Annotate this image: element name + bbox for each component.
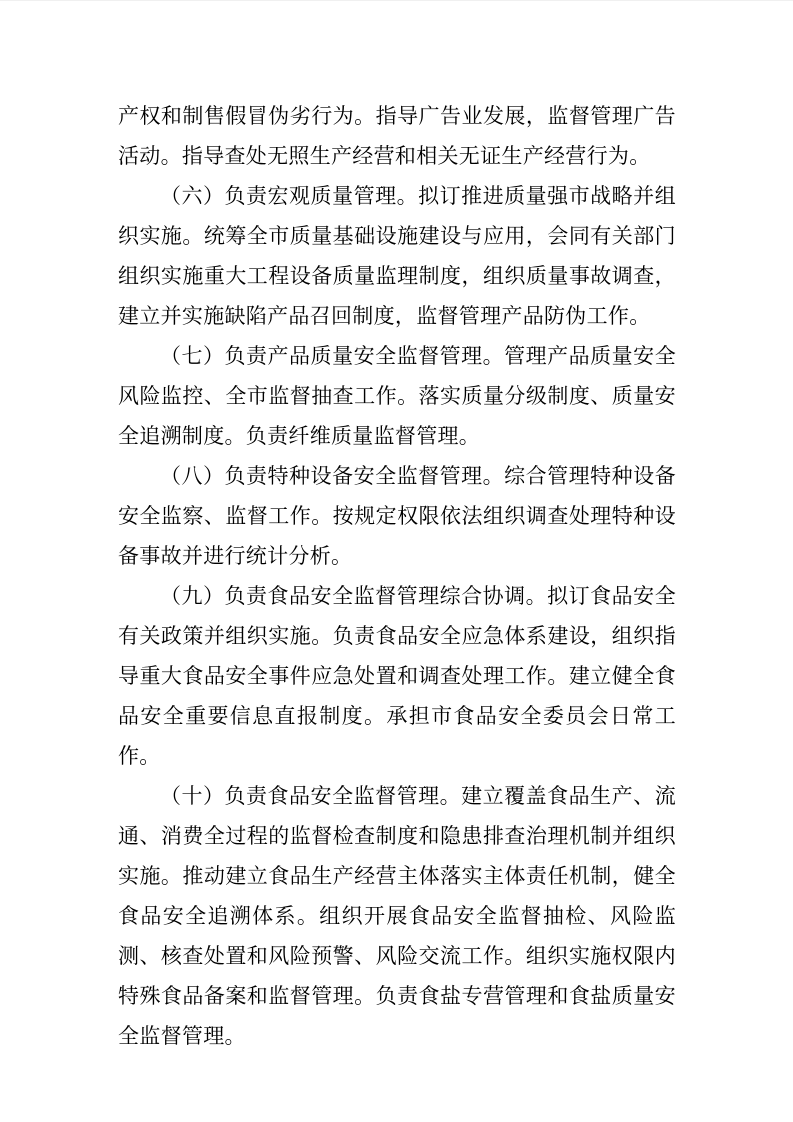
- paragraph: 产权和制售假冒伪劣行为。指导广告业发展，监督管理广告活动。指导查处无照生产经营和相关无证生产经营行为。: [118, 105, 676, 168]
- paragraph: （九）负责食品安全监督管理综合协调。拟订食品安全有关政策并组织实施。负责食品安全应急体系建设，组织指导重大食品安全事件应急处置和调查处理工作。建立健全食品安全重要信息直报制度。承担市食品安全委员会日常工作。: [118, 585, 676, 768]
- document-content: [0, 1, 793, 1057]
- paragraph: （六）负责宏观质量管理。拟订推进质量强市战略并组织实施。统筹全市质量基础设施建设与应用，会同有关部门组织实施重大工程设备质量监理制度，组织质量事故调查，建立并实施缺陷产品召回制度，监督管理产品防伪工作。: [118, 185, 676, 328]
- paragraph: （七）负责产品质量安全监督管理。管理产品质量安全风险监控、全市监督抽查工作。落实质量分级制度、质量安全追溯制度。负责纤维质量监督管理。: [118, 345, 676, 448]
- paragraph: （八）负责特种设备安全监督管理。综合管理特种设备安全监察、监督工作。按规定权限依法组织调查处理特种设备事故并进行统计分析。: [118, 465, 676, 568]
- paragraph: （十）负责食品安全监督管理。建立覆盖食品生产、流通、消费全过程的监督检查制度和隐患排查治理机制并组织实施。推动建立食品生产经营主体落实主体责任机制，健全食品安全追溯体系。组织开展食品安全监督抽检、风险监测、核查处置和风险预警、风险交流工作。组织实施权限内特殊食品备案和监督管理。负责食盐专营管理和食盐质量安全监督管理。: [118, 785, 676, 1048]
